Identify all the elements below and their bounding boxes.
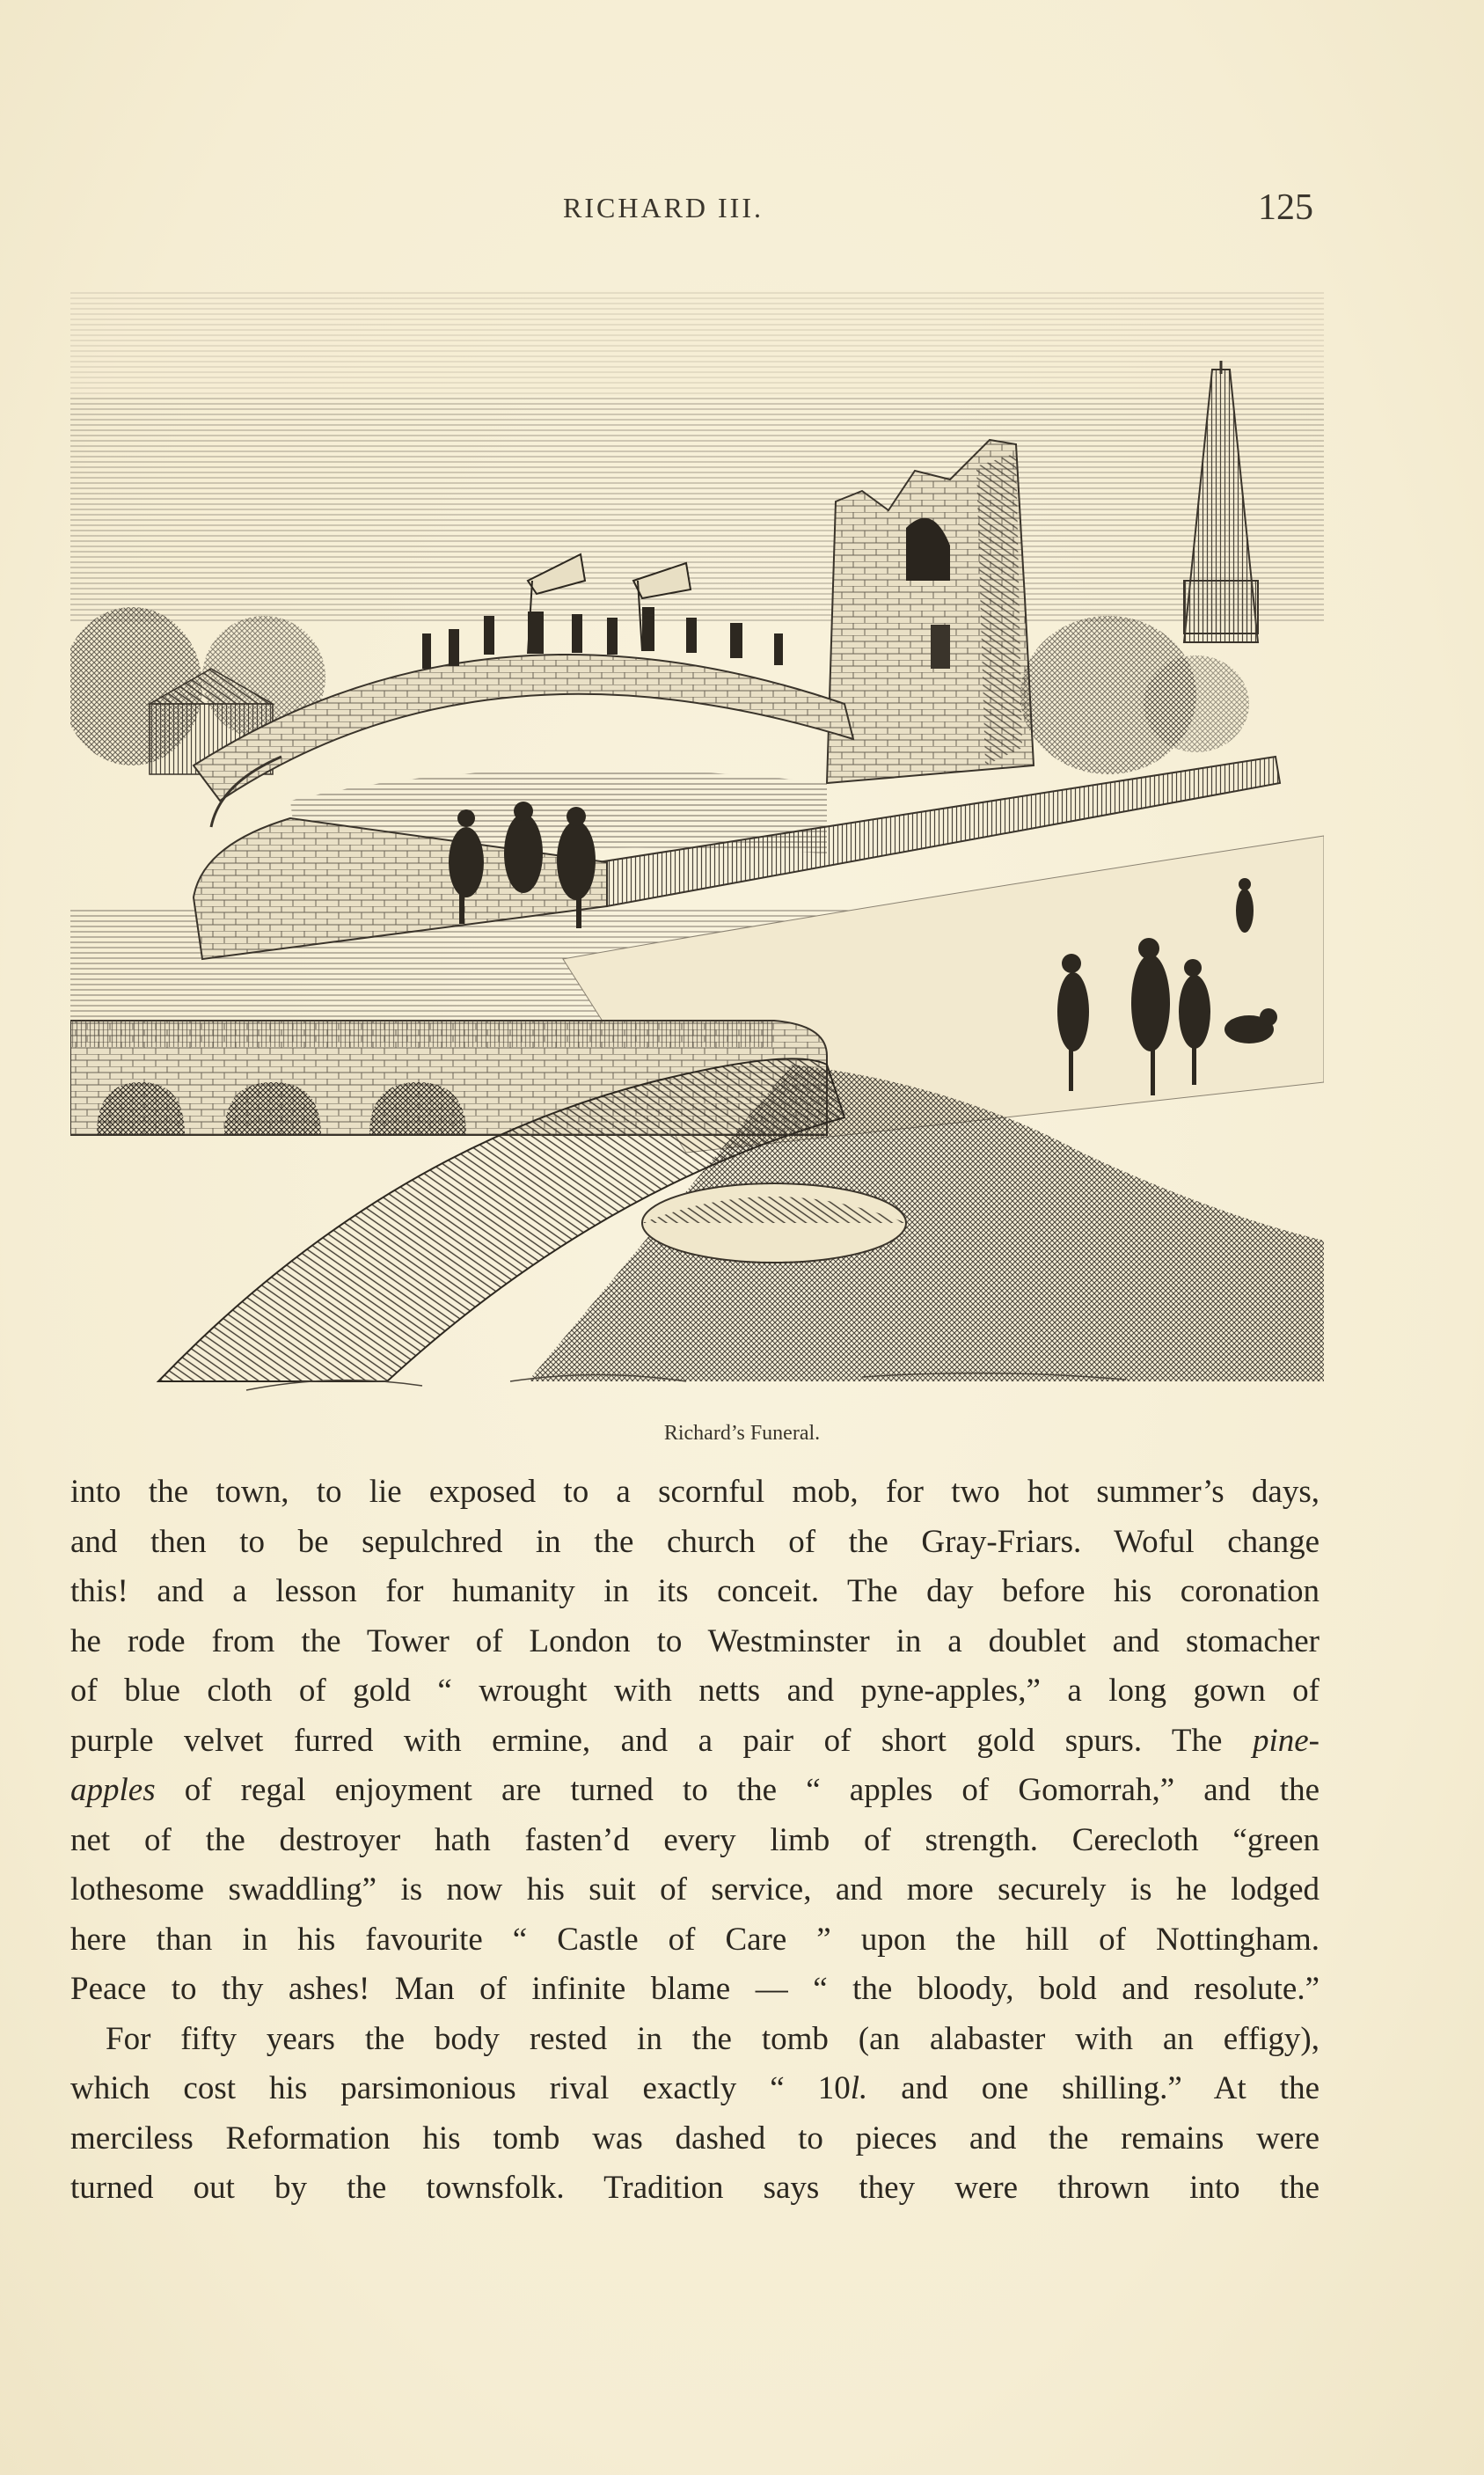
- text-line: [70, 2064, 1320, 2114]
- text-line: turned out by the townsfolk. Tradition says they were thrown into the: [70, 2170, 1320, 2206]
- text-segment: and one shilling.” At the: [867, 2070, 1320, 2106]
- text-line: of blue cloth of gold “ wrought with netts and pyne-apples,” a long gown of: [70, 1673, 1320, 1709]
- running-title: RICHARD III.: [563, 192, 764, 223]
- text-line: into the town, to lie exposed to a scornful mob, for two hot summer’s days,: [70, 1474, 1320, 1510]
- text-segment: of regal enjoyment are turned to the “ apples of Gomorrah,” and the: [155, 1772, 1320, 1808]
- text-segment: purple velvet furred with ermine, and a pair of short gold spurs. The: [70, 1722, 1253, 1759]
- running-head: [0, 187, 1484, 236]
- text-line: Peace to thy ashes! Man of infinite blame — “ the bloody, bold and resolute.”: [70, 1971, 1320, 2007]
- page-number: 125: [1258, 187, 1313, 228]
- body-text: [70, 1468, 1320, 2214]
- italic-word: apples: [70, 1772, 156, 1808]
- text-segment: which cost his parsimonious rival exactly “ 10: [70, 2070, 851, 2106]
- text-line: this! and a lesson for humanity in its conceit. The day before his coronation: [70, 1573, 1320, 1609]
- figure-caption: Richard’s Funeral.: [663, 1422, 821, 1445]
- text-line: net of the destroyer hath fasten’d every limb of strength. Cerecloth “green: [70, 1821, 1320, 1858]
- italic-word: l.: [850, 2070, 868, 2106]
- text-line: [70, 1717, 1320, 1767]
- text-line: [70, 1766, 1320, 1816]
- engraving-illustration: [70, 290, 1324, 1408]
- text-line: he rode from the Tower of London to Westminster in a doublet and stomacher: [70, 1622, 1320, 1659]
- text-line: lothesome swaddling” is now his suit of service, and more securely is he lodged: [70, 1871, 1320, 1908]
- text-line: here than in his favourite “ Castle of Care ” upon the hill of Nottingham.: [70, 1921, 1320, 1958]
- text-line: merciless Reformation his tomb was dashed to pieces and the remains were: [70, 2120, 1320, 2156]
- text-line: and then to be sepulchred in the church of the Gray-Friars. Woful change: [70, 1523, 1320, 1560]
- italic-word: pine-: [1252, 1722, 1320, 1759]
- text-line: For fifty years the body rested in the tomb (an alabaster with an effigy),: [106, 2020, 1320, 2057]
